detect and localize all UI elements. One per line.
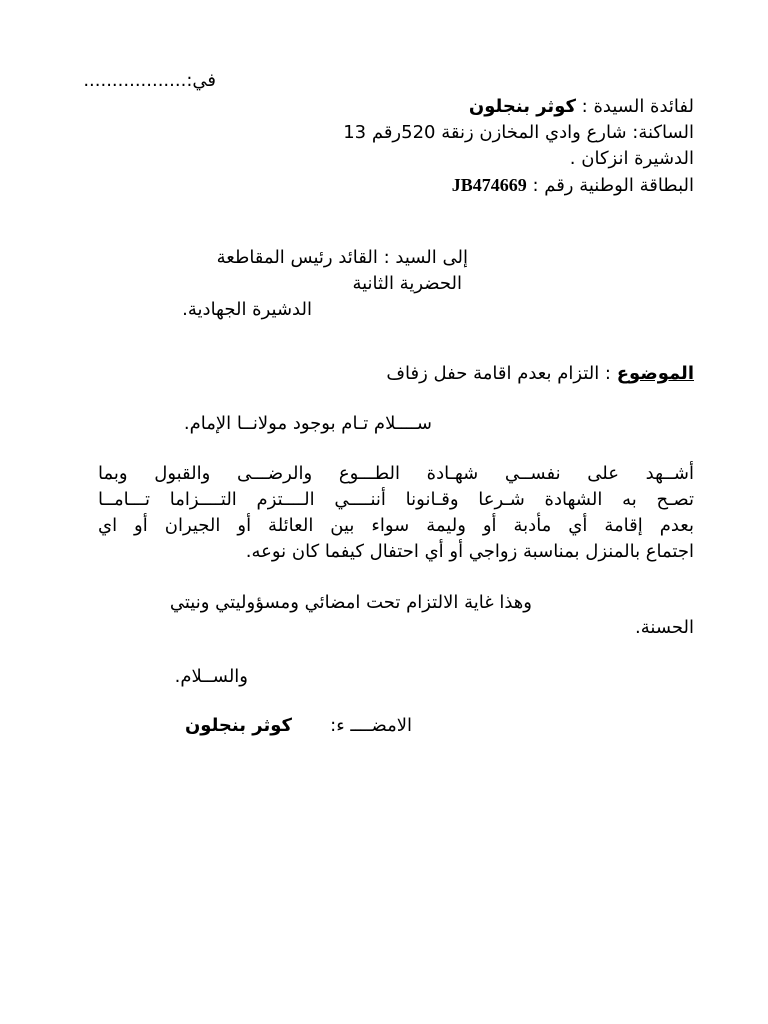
body-p2-line-2: الحسنة. (635, 617, 694, 638)
place-date-line: في:.................. (83, 70, 216, 91)
recipient-line-2: الحضرية الثانية (352, 273, 462, 294)
greeting: ســــلام تـام بوجود مولانــا الإمام. (183, 413, 432, 434)
body-p1-line-2: تصـح به الشهادة شـرعا وقـانونا أننــــي الــــتزم التــــزاما تـــامــا (98, 489, 694, 510)
sender-address: الساكنة: شارع وادي المخازن زنقة 520رقم 13 (343, 122, 694, 143)
body-p1-line-1: أشــهد على نفســي شهـادة الطـــوع والرضـــى والقبول وبما (98, 463, 694, 484)
id-number: JB474669 (451, 175, 527, 195)
sender-id-line (452, 172, 694, 199)
body-p1-line-4: اجتماع بالمنزل بمناسبة زواجي أو أي احتفال كيفما كان نوعه. (245, 541, 694, 562)
closing: والســلام. (174, 666, 248, 687)
sender-name: كوثر بنجلون (468, 96, 576, 117)
subject-line (386, 361, 694, 387)
sender-city: الدشيرة انزكان . (569, 148, 694, 169)
signature-label: الامضــــ ء: (330, 715, 412, 736)
sender-for-label: لفائدة السيدة : (575, 96, 694, 117)
recipient-line-3: الدشيرة الجهادية. (182, 299, 312, 320)
subject-text: : التزام بعدم اقامة حفل زفاف (386, 363, 617, 384)
recipient-line-1: إلى السيد : القائد رئيس المقاطعة (216, 247, 468, 268)
id-label: البطاقة الوطنية رقم : (526, 175, 694, 196)
signature-name: كوثر بنجلون (184, 715, 292, 736)
subject-label: الموضوع (616, 363, 694, 384)
body-p2-line-1: وهذا غاية الالتزام تحت امضائي ومسؤوليتي ونيتي (169, 592, 532, 613)
body-p1-line-3: بعدم إقامة أي مأدبة أو وليمة سواء بين العائلة أو الجيران أو اي (98, 515, 694, 536)
sender-for-line (469, 94, 694, 120)
